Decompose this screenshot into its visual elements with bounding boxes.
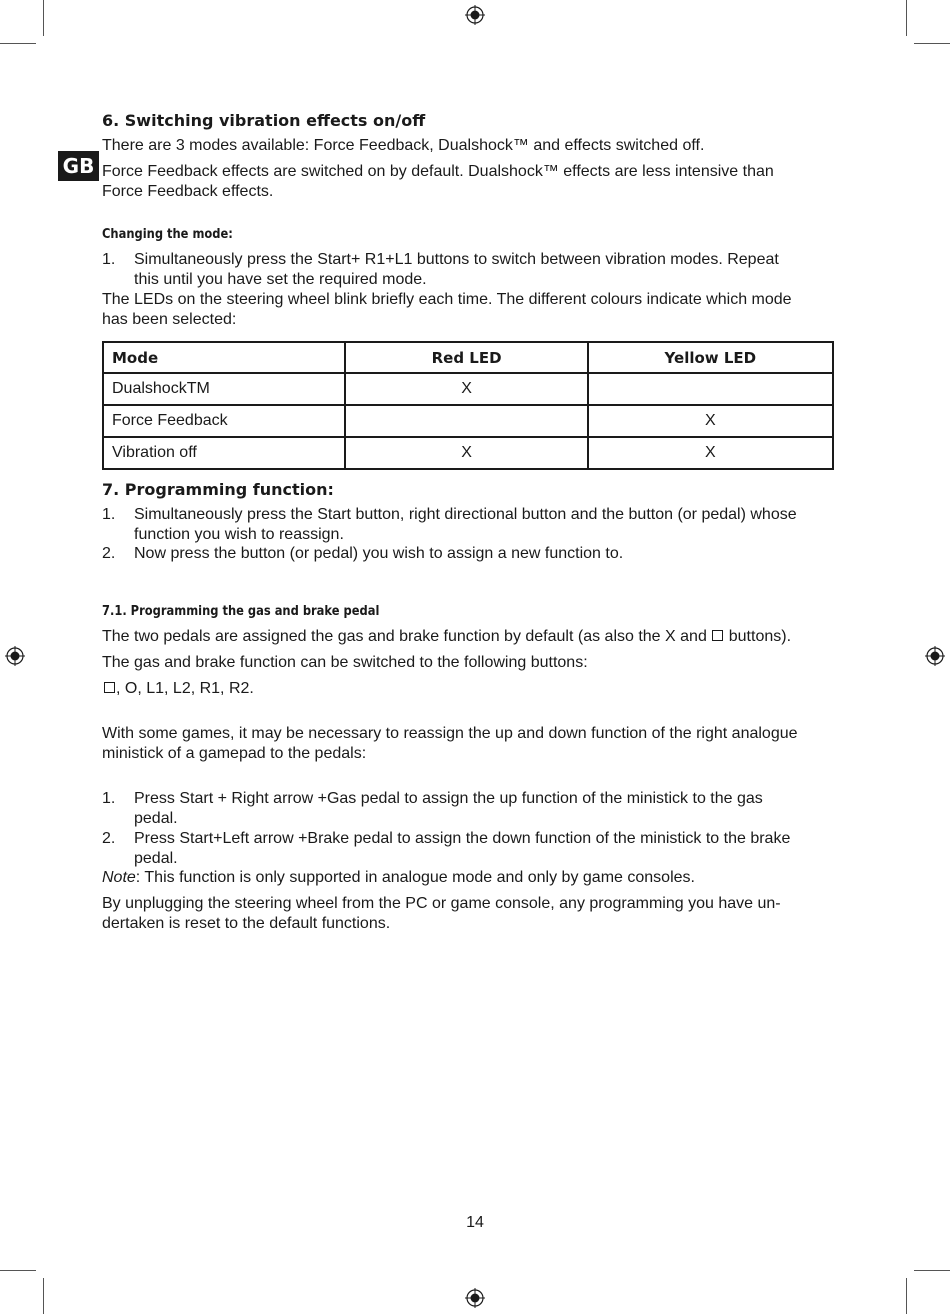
table-cell: X [588,437,833,469]
section-6-paragraph: There are 3 modes available: Force Feedback, Dualshock™ and effects switched off. [102,137,705,154]
list-item: Press Start + Right arrow +Gas pedal to assign the up function of the ministick to the gas [134,790,763,807]
section-7-title: 7. Programming function: [102,480,334,499]
table-cell: X [345,373,587,405]
table-cell: Force Feedback [103,405,345,437]
language-tab: GB [58,151,99,181]
list-item: pedal. [134,850,178,867]
section-6-paragraph: Force Feedback effects are switched on by default. Dualshock™ effects are less intensive than [102,163,774,180]
changing-mode-heading: Changing the mode: [102,226,233,242]
registration-mark-icon [5,646,25,666]
section-7-1-paragraph [102,627,791,647]
table-row [103,373,833,405]
crop-mark [0,1270,36,1271]
section-6-title: 6. Switching vibration effects on/off [102,111,426,130]
registration-mark-icon [465,1288,485,1308]
table-cell: DualshockTM [103,373,345,405]
table-cell: Vibration off [103,437,345,469]
paragraph-text: buttons). [728,628,792,645]
section-6-paragraph: The LEDs on the steering wheel blink briefly each time. The different colours indicate which mode [102,291,792,308]
list-item: Simultaneously press the Start+ R1+L1 buttons to switch between vibration modes. Repeat [134,251,779,268]
crop-mark [906,0,907,36]
list-item: this until you have set the required mode. [134,271,427,288]
list-item: Simultaneously press the Start button, right directional button and the button (or pedal) whose [134,506,797,523]
table-row [103,405,833,437]
section-6-paragraph: has been selected: [102,311,237,328]
note-label: Note [102,869,136,886]
section-7-1-paragraph: With some games, it may be necessary to reassign the up and down function of the right analogue [102,725,798,742]
table-cell: X [345,437,587,469]
section-7-1-paragraph: dertaken is reset to the default functions. [102,915,391,932]
section-7-1-paragraph: ministick of a gamepad to the pedals: [102,745,367,762]
registration-mark-icon [925,646,945,666]
table-cell [588,373,833,405]
table-cell [345,405,587,437]
list-item: Now press the button (or pedal) you wish to assign a new function to. [134,545,624,562]
list-number: 1. [102,506,116,523]
square-button-icon [104,682,115,693]
crop-mark [906,1278,907,1314]
crop-mark [43,1278,44,1314]
list-item: function you wish to reassign. [134,526,344,543]
list-number: 2. [102,830,116,847]
table-header: Mode [103,342,345,373]
page-number: 14 [466,1214,484,1231]
list-number: 1. [102,790,116,807]
list-item: pedal. [134,810,178,827]
section-7-1-paragraph: By unplugging the steering wheel from the PC or game console, any programming you have un- [102,895,781,912]
paragraph-text: , O, L1, L2, R1, R2. [116,680,254,697]
table-header-row [103,342,833,373]
note-paragraph [102,868,695,888]
paragraph-text: The two pedals are assigned the gas and brake function by default (as also the X and [102,628,707,645]
note-text: : This function is only supported in analogue mode and only by game consoles. [135,869,695,886]
table-row [103,437,833,469]
section-7-1-title: 7.1. Programming the gas and brake pedal [102,603,380,619]
square-button-icon [712,630,723,641]
crop-mark [914,1270,950,1271]
table-header: Red LED [345,342,587,373]
list-number: 1. [102,251,116,268]
section-6-paragraph: Force Feedback effects. [102,183,274,200]
registration-mark-icon [465,5,485,25]
section-7-1-paragraph: The gas and brake function can be switched to the following buttons: [102,654,588,671]
crop-mark [43,0,44,36]
crop-mark [0,43,36,44]
list-item: Press Start+Left arrow +Brake pedal to assign the down function of the ministick to the brake [134,830,791,847]
crop-mark [914,43,950,44]
table-header: Yellow LED [588,342,833,373]
list-number: 2. [102,545,116,562]
section-7-1-paragraph [102,679,254,699]
led-mode-table [102,341,834,470]
table-cell: X [588,405,833,437]
